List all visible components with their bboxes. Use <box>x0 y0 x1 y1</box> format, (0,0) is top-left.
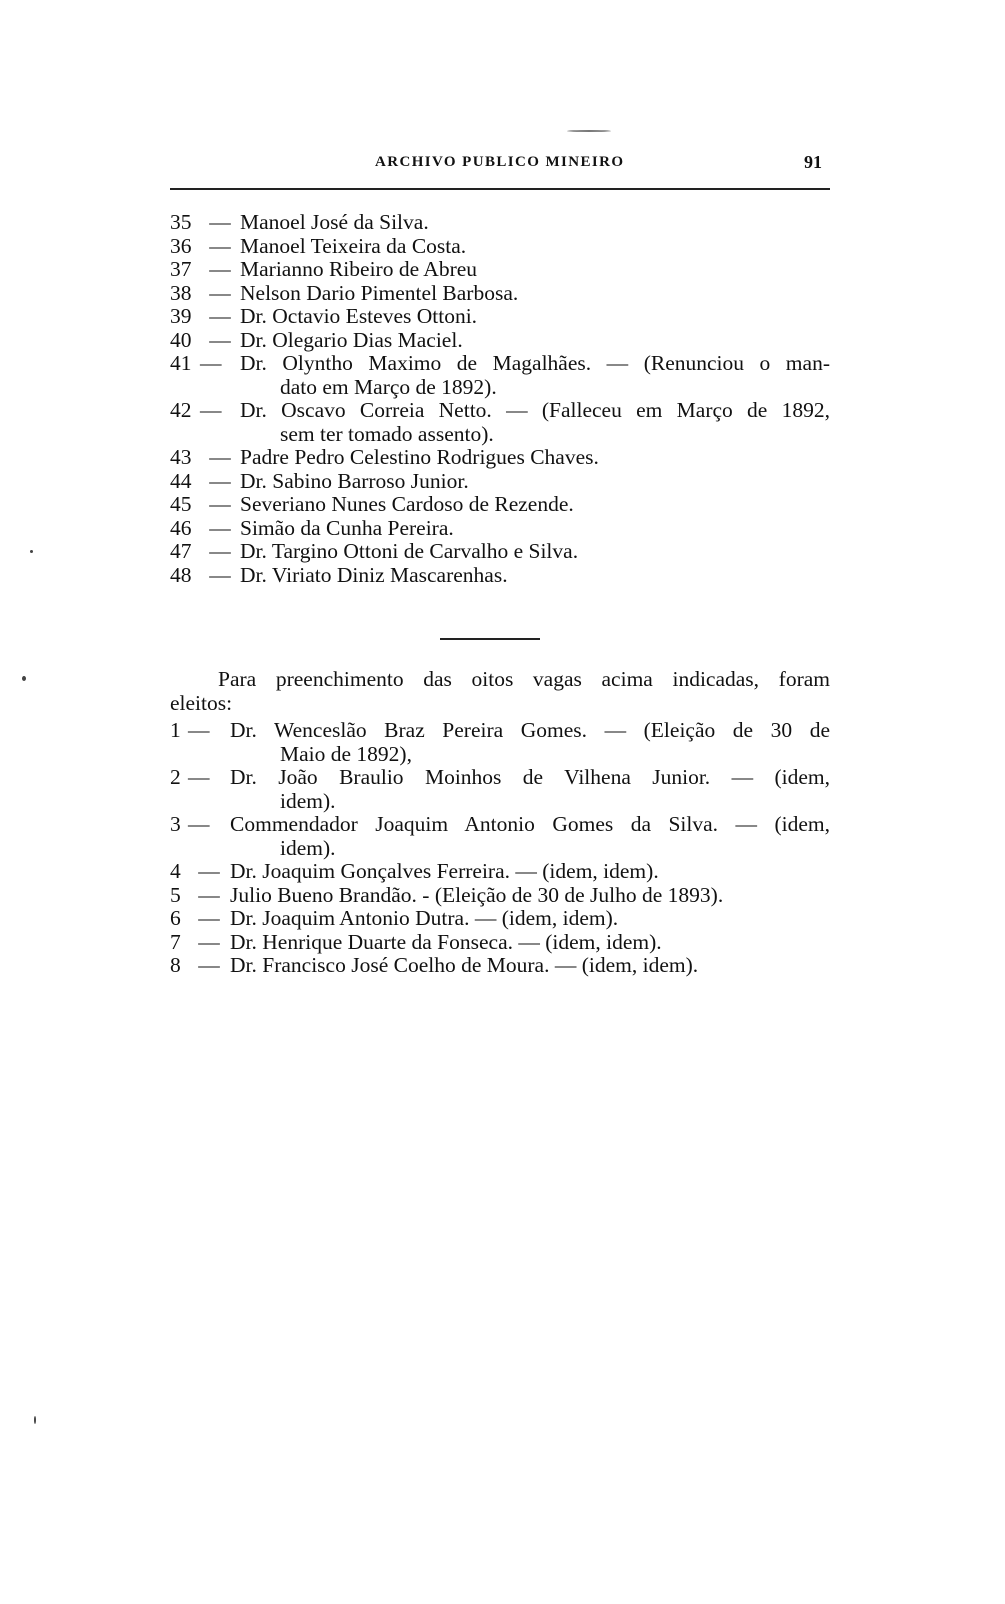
entry-text-continuation: Maio de 1892), <box>280 741 412 766</box>
list-item <box>170 517 830 541</box>
entry-dash: — <box>198 953 220 977</box>
entry-text: Dr. Targino Ottoni de Carvalho e Silva. <box>240 539 579 563</box>
list-item <box>170 470 830 494</box>
list-item <box>170 493 830 517</box>
entry-number: 39 <box>170 304 192 328</box>
entry-text-continuation: idem). <box>280 788 336 813</box>
list-item <box>170 766 830 813</box>
entry-text: Dr. Joaquim Antonio Dutra. — (idem, idem). <box>230 906 619 930</box>
list-item <box>170 931 830 955</box>
entry-text-continuation: idem). <box>280 835 336 860</box>
elected-intro <box>170 668 830 715</box>
entry-dash: — <box>209 468 231 493</box>
entry-text: Severiano Nunes Cardoso de Rezende. <box>240 492 574 516</box>
entry-number: 46 <box>170 515 192 540</box>
entry-dash: — <box>209 233 231 258</box>
entry-number: 3 <box>170 812 181 836</box>
list-item <box>170 884 830 908</box>
entry-text: Manoel José da Silva. <box>240 210 429 234</box>
scan-speck <box>22 676 26 681</box>
entry-number: 41 <box>170 351 192 375</box>
scan-speck <box>567 130 611 132</box>
entry-dash: — <box>209 257 231 281</box>
scan-speck <box>30 550 33 553</box>
list-item <box>170 282 830 306</box>
entry-dash: — <box>188 765 210 789</box>
entry-dash: — <box>209 445 231 469</box>
entry-number: 1 <box>170 718 181 742</box>
entry-text: Dr. Olegario Dias Maciel. <box>240 327 463 352</box>
entry-number: 2 <box>170 765 181 789</box>
entry-text: Dr. Octavio Esteves Ottoni. <box>240 304 478 328</box>
entry-dash: — <box>209 327 231 352</box>
entry-text: Dr. Sabino Barroso Junior. <box>240 468 469 493</box>
entry-text: Dr. Viriato Diniz Mascarenhas. <box>240 562 508 587</box>
entry-number: 4 <box>170 859 181 883</box>
list-item <box>170 907 830 931</box>
entry-text: Dr. Francisco José Coelho de Moura. — (idem, idem). <box>230 953 699 977</box>
entry-number: 47 <box>170 539 192 563</box>
list-item <box>170 211 830 235</box>
entry-text: Dr. Wenceslão Braz Pereira Gomes. — (Eleição de 30 de <box>230 718 830 742</box>
list-item <box>170 305 830 329</box>
entry-text: Dr. João Braulio Moinhos de Vilhena Junior. — (idem, <box>230 765 830 789</box>
entry-dash: — <box>209 210 231 234</box>
page-number: 91 <box>804 152 822 172</box>
entry-text: Simão da Cunha Pereira. <box>240 515 454 540</box>
entry-dash: — <box>188 718 210 742</box>
list-item <box>170 954 830 978</box>
entry-text: Julio Bueno Brandão. - (Eleição de 30 de Julho de 1893). <box>230 882 724 907</box>
entry-text: Dr. Henrique Duarte da Fonseca. — (idem, idem). <box>230 929 662 954</box>
entry-number: 37 <box>170 257 192 281</box>
entry-dash: — <box>209 304 231 328</box>
entry-text: Marianno Ribeiro de Abreu <box>240 257 478 281</box>
entry-text: Commendador Joaquim Antonio Gomes da Silva. — (idem, <box>230 812 830 836</box>
list-item <box>170 540 830 564</box>
entry-dash: — <box>209 280 231 305</box>
entry-text-continuation: sem ter tomado assento). <box>280 421 494 446</box>
list-item <box>170 446 830 470</box>
entry-number: 40 <box>170 327 192 352</box>
entry-text: Nelson Dario Pimentel Barbosa. <box>240 280 519 305</box>
intro-line: Para preenchimento das oitos vagas acima indicadas, foram <box>218 667 830 691</box>
entry-number: 36 <box>170 233 192 258</box>
section-divider <box>440 638 540 640</box>
list-item <box>170 329 830 353</box>
entry-dash: — <box>209 539 231 563</box>
entry-dash: — <box>198 929 220 954</box>
entry-number: 44 <box>170 468 192 493</box>
list-item <box>170 719 830 766</box>
list-item <box>170 352 830 399</box>
running-header-title: ARCHIVO PUBLICO MINEIRO <box>375 154 625 170</box>
running-header <box>170 148 830 190</box>
members-list <box>170 211 830 587</box>
entry-number: 42 <box>170 398 192 422</box>
entry-text: Dr. Olyntho Maximo de Magalhães. — (Renunciou o man- <box>240 351 830 375</box>
entry-dash: — <box>200 398 222 422</box>
entry-text-continuation: dato em Março de 1892). <box>280 374 497 399</box>
entry-dash: — <box>209 492 231 516</box>
list-item <box>170 235 830 259</box>
entry-number: 6 <box>170 906 181 930</box>
list-item <box>170 564 830 588</box>
entry-number: 48 <box>170 562 192 587</box>
entry-number: 5 <box>170 882 181 907</box>
entry-number: 45 <box>170 492 192 516</box>
entry-dash: — <box>198 882 220 907</box>
entry-number: 43 <box>170 445 192 469</box>
elected-list <box>170 719 830 978</box>
list-item <box>170 399 830 446</box>
entry-number: 38 <box>170 280 192 305</box>
entry-number: 7 <box>170 929 181 954</box>
list-item <box>170 258 830 282</box>
entry-text: Dr. Joaquim Gonçalves Ferreira. — (idem, idem). <box>230 859 659 883</box>
entry-dash: — <box>198 859 220 883</box>
list-item <box>170 860 830 884</box>
entry-number: 8 <box>170 953 181 977</box>
entry-text: Padre Pedro Celestino Rodrigues Chaves. <box>240 445 599 469</box>
entry-dash: — <box>209 562 231 587</box>
scan-speck <box>34 1416 36 1424</box>
entry-dash: — <box>188 812 210 836</box>
entry-dash: — <box>209 515 231 540</box>
list-item <box>170 813 830 860</box>
entry-text: Manoel Teixeira da Costa. <box>240 233 467 258</box>
entry-number: 35 <box>170 210 192 234</box>
intro-line: eleitos: <box>170 690 233 715</box>
entry-dash: — <box>200 351 222 375</box>
entry-text: Dr. Oscavo Correia Netto. — (Falleceu em Março de 1892, <box>240 398 830 422</box>
entry-dash: — <box>198 906 220 930</box>
